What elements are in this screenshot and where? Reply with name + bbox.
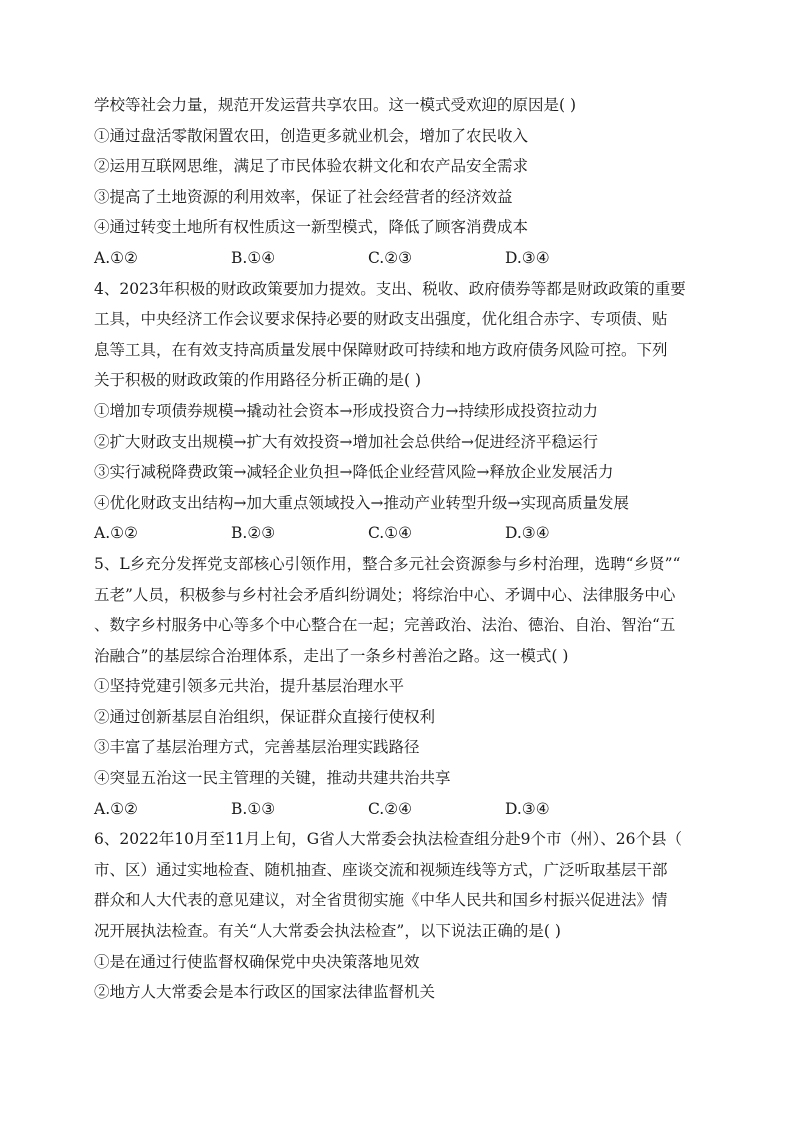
- question-stem-line: 关于积极的财政政策的作用路径分析正确的是( ): [94, 371, 422, 390]
- question-stem-line: 5、L乡充分发挥党支部核心引领作用，整合多元社会资源参与乡村治理，选聘“乡贤”“: [94, 554, 681, 573]
- statement-2: ②运用互联网思维，满足了市民体验农耕文化和农产品安全需求: [94, 157, 529, 176]
- option-d: D.③④: [505, 799, 550, 818]
- question-stem-line: 息等工具，在有效支持高质量发展中保障财政可持续和地方政府债务风险可控。下列: [94, 340, 668, 359]
- question-stem-line: 、数字乡村服务中心等多个中心整合在一起；完善政治、法治、德治、自治、智治“五: [94, 616, 676, 635]
- statement-3: ③提高了土地资源的利用效率，保证了社会经营者的经济效益: [94, 187, 513, 206]
- statement-4: ④突显五治这一民主管理的关键，推动共建共治共享: [94, 769, 451, 788]
- option-a: A.①②: [94, 248, 138, 267]
- option-b: B.①③: [231, 799, 276, 818]
- answer-options: [94, 243, 698, 274]
- statement-3: ③丰富了基层治理方式，完善基层治理实践路径: [94, 738, 420, 757]
- page-content: [94, 90, 698, 1008]
- answer-options: [94, 794, 698, 825]
- question-5: [94, 549, 698, 824]
- statement-4: ④优化财政支出结构→加大重点领域投入→推动产业转型升级→实现高质量发展: [94, 493, 629, 512]
- option-c: C.②③: [368, 248, 413, 267]
- statement-1: ①是在通过行使监督权确保党中央决策落地见效: [94, 952, 420, 971]
- question-stem-line: 群众和人大代表的意见建议，对全省贯彻实施《中华人民共和国乡村振兴促进法》情: [94, 891, 668, 910]
- option-c: C.②④: [368, 799, 413, 818]
- question-stem-line: 市、区）通过实地检查、随机抽查、座谈交流和视频连线等方式，广泛听取基层干部: [94, 860, 668, 879]
- question-stem-line: 治融合”的基层综合治理体系，走出了一条乡村善治之路。这一模式( ): [94, 646, 569, 665]
- statement-1: ①坚持党建引领多元共治，提升基层治理水平: [94, 677, 405, 696]
- question-stem-line: 6、2022年10月至11月上旬，G省人大常委会执法检查组分赴9个市（州）、26个县（: [94, 830, 682, 849]
- question-4: [94, 274, 698, 549]
- question-3: [94, 90, 698, 274]
- option-a: A.①②: [94, 799, 138, 818]
- statement-2: ②扩大财政支出规模→扩大有效投资→增加社会总供给→促进经济平稳运行: [94, 432, 598, 451]
- question-stem-line: 五老”人员，积极参与乡村社会矛盾纠纷调处；将综治中心、矛调中心、法律服务中心: [94, 585, 676, 604]
- answer-options: [94, 518, 698, 549]
- statement-2: ②地方人大常委会是本行政区的国家法律监督机关: [94, 983, 436, 1002]
- question-stem-line: 况开展执法检查。有关“人大常委会执法检查”，以下说法正确的是( ): [94, 922, 561, 941]
- option-c: C.①④: [368, 524, 413, 543]
- statement-2: ②通过创新基层自治组织，保证群众直接行使权利: [94, 707, 436, 726]
- statement-1: ①增加专项债券规模→撬动社会资本→形成投资合力→持续形成投资拉动力: [94, 401, 598, 420]
- statement-3: ③实行减税降费政策→减轻企业负担→降低企业经营风险→释放企业发展活力: [94, 463, 614, 482]
- question-stem: 学校等社会力量，规范开发运营共享农田。这一模式受欢迎的原因是( ): [94, 96, 577, 114]
- statement-4: ④通过转变土地所有权性质这一新型模式，降低了顾客消费成本: [94, 218, 529, 237]
- option-b: B.①④: [231, 248, 276, 267]
- option-a: A.①②: [94, 524, 138, 543]
- option-d: D.③④: [505, 248, 550, 267]
- question-stem-line: 4、2023年积极的财政政策要加力提效。支出、税收、政府债券等都是财政政策的重要: [94, 279, 686, 298]
- question-6: [94, 824, 698, 1008]
- option-b: B.②③: [231, 524, 276, 543]
- statement-1: ①通过盘活零散闲置农田，创造更多就业机会，增加了农民收入: [94, 126, 529, 145]
- question-stem-line: 工具，中央经济工作会议要求保持必要的财政支出强度，优化组合赤字、专项债、贴: [94, 310, 668, 329]
- option-d: D.③④: [505, 524, 550, 543]
